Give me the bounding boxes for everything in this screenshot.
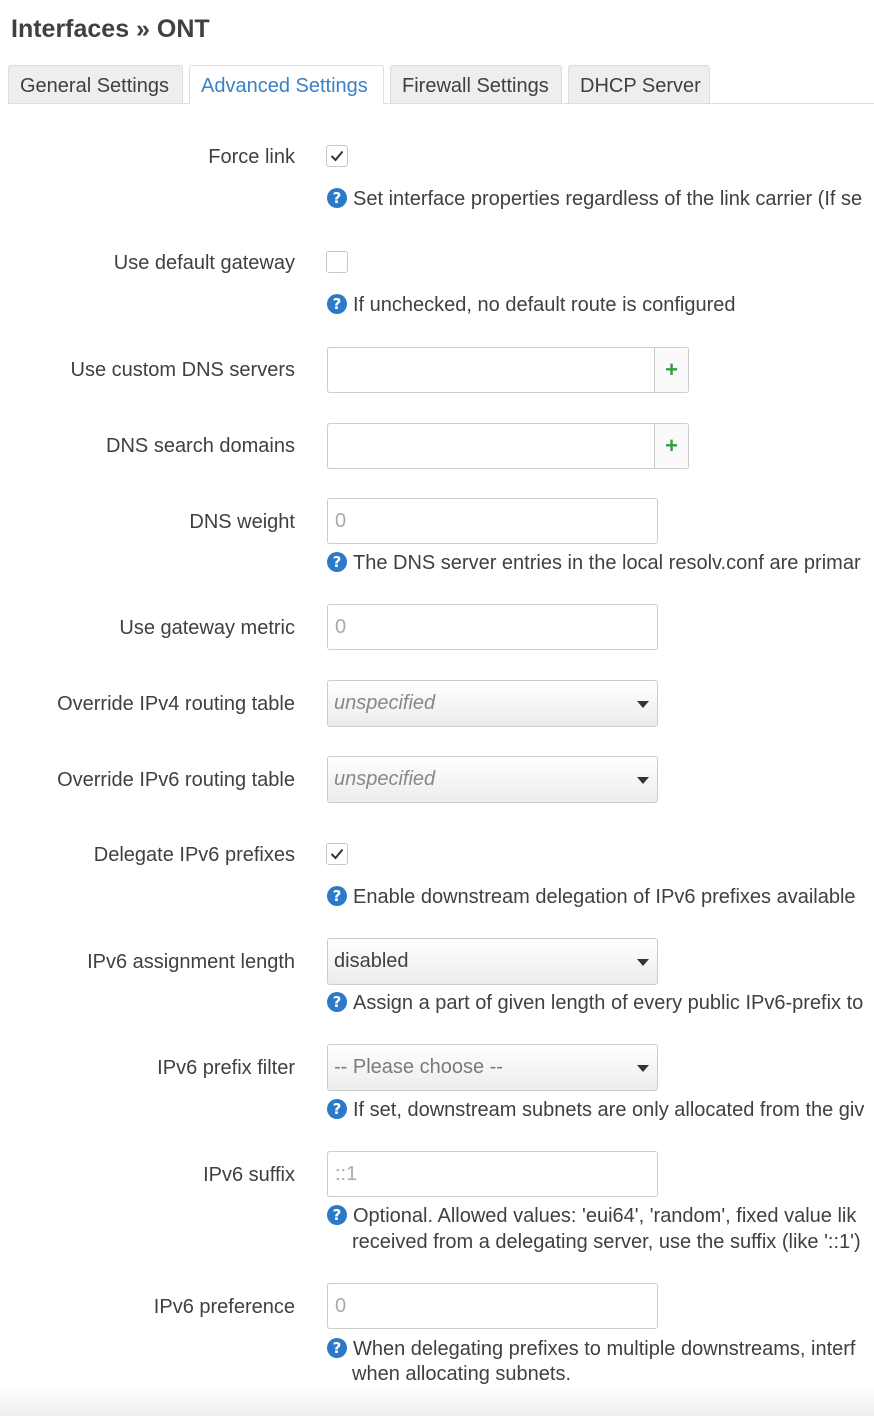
- tab-firewall-settings[interactable]: Firewall Settings: [390, 65, 562, 103]
- ipv6-suffix-label: IPv6 suffix: [203, 1164, 295, 1186]
- assignment-length-description-text: Assign a part of given length of every public IPv6-prefix to: [353, 992, 864, 1014]
- tab-advanced-settings[interactable]: Advanced Settings: [189, 65, 384, 104]
- checkmark-icon: [330, 150, 344, 162]
- ipv6-suffix-description: [327, 1203, 856, 1229]
- force-link-checkbox[interactable]: [326, 145, 348, 167]
- use-default-gateway-label: Use default gateway: [113, 252, 295, 274]
- ipv6-suffix-input[interactable]: ::1: [327, 1151, 658, 1197]
- help-icon: ?: [327, 886, 347, 906]
- use-default-gateway-checkbox[interactable]: [326, 251, 348, 273]
- delegate-prefixes-label: Delegate IPv6 prefixes: [93, 844, 295, 866]
- prefix-filter-description-text: If set, downstream subnets are only allocated from the giv: [353, 1099, 865, 1121]
- tab-bar: [8, 65, 874, 104]
- custom-dns-label: Use custom DNS servers: [70, 359, 295, 381]
- ipv4-routing-table-select[interactable]: [327, 680, 658, 727]
- ipv6-preference-label: IPv6 preference: [153, 1296, 295, 1318]
- ipv6-suffix-description-line1: Optional. Allowed values: 'eui64', 'random', fixed value lik: [353, 1205, 857, 1227]
- checkmark-icon: [330, 848, 344, 860]
- delegate-prefixes-description-text: Enable downstream delegation of IPv6 prefixes available: [353, 886, 856, 908]
- dns-weight-description-text: The DNS server entries in the local resolv.conf are primar: [353, 552, 861, 574]
- help-icon: ?: [327, 1205, 347, 1225]
- dns-weight-input[interactable]: 0: [327, 498, 658, 544]
- caret-down-icon: [637, 777, 649, 784]
- assignment-length-value: disabled: [334, 950, 409, 972]
- help-icon: ?: [327, 294, 347, 314]
- help-icon: ?: [327, 1099, 347, 1119]
- use-default-gateway-description-text: If unchecked, no default route is configured: [353, 294, 736, 316]
- bottom-fade: [0, 1386, 874, 1416]
- help-icon: ?: [327, 1338, 347, 1358]
- tab-dhcp-server[interactable]: DHCP Server: [568, 65, 710, 103]
- ipv6-preference-description: [327, 1336, 855, 1362]
- caret-down-icon: [637, 701, 649, 708]
- add-search-domain-button[interactable]: +: [654, 424, 688, 468]
- force-link-description: [327, 186, 862, 212]
- gateway-metric-input[interactable]: 0: [327, 604, 658, 650]
- add-dns-server-button[interactable]: +: [654, 348, 688, 392]
- force-link-label: Force link: [208, 146, 295, 168]
- ipv6-preference-input[interactable]: 0: [327, 1283, 658, 1329]
- ipv6-preference-description-line1: When delegating prefixes to multiple downstreams, interf: [353, 1338, 856, 1360]
- help-icon: ?: [327, 992, 347, 1012]
- ipv6-suffix-description-line2: received from a delegating server, use the suffix (like '::1'): [352, 1231, 861, 1253]
- caret-down-icon: [637, 959, 649, 966]
- page-title: Interfaces » ONT: [11, 15, 210, 43]
- caret-down-icon: [637, 1065, 649, 1072]
- ipv4-routing-table-value: unspecified: [334, 692, 436, 714]
- dns-weight-label: DNS weight: [189, 511, 295, 533]
- ipv6-routing-table-value: unspecified: [334, 768, 436, 790]
- delegate-prefixes-description: [327, 884, 856, 910]
- prefix-filter-value: -- Please choose --: [334, 1056, 503, 1078]
- delegate-prefixes-checkbox[interactable]: [326, 843, 348, 865]
- ipv6-routing-table-label: Override IPv6 routing table: [57, 769, 295, 791]
- assignment-length-description: [327, 990, 863, 1016]
- use-default-gateway-description: [327, 292, 735, 318]
- custom-dns-list: [327, 347, 689, 393]
- dns-search-input[interactable]: [328, 424, 656, 468]
- dns-search-label: DNS search domains: [106, 435, 295, 457]
- gateway-metric-label: Use gateway metric: [119, 617, 295, 639]
- prefix-filter-select[interactable]: [327, 1044, 658, 1091]
- assignment-length-label: IPv6 assignment length: [87, 951, 295, 973]
- ipv6-routing-table-select[interactable]: [327, 756, 658, 803]
- help-icon: ?: [327, 552, 347, 572]
- dns-weight-description: [327, 550, 861, 576]
- custom-dns-input[interactable]: [328, 348, 656, 392]
- assignment-length-select[interactable]: [327, 938, 658, 985]
- prefix-filter-description: [327, 1097, 864, 1123]
- tab-general-settings[interactable]: General Settings: [8, 65, 183, 103]
- force-link-description-text: Set interface properties regardless of the link carrier (If se: [353, 188, 863, 210]
- dns-search-list: [327, 423, 689, 469]
- prefix-filter-label: IPv6 prefix filter: [157, 1057, 295, 1079]
- help-icon: ?: [327, 188, 347, 208]
- ipv6-preference-description-line2: when allocating subnets.: [352, 1363, 572, 1385]
- ipv4-routing-table-label: Override IPv4 routing table: [57, 693, 295, 715]
